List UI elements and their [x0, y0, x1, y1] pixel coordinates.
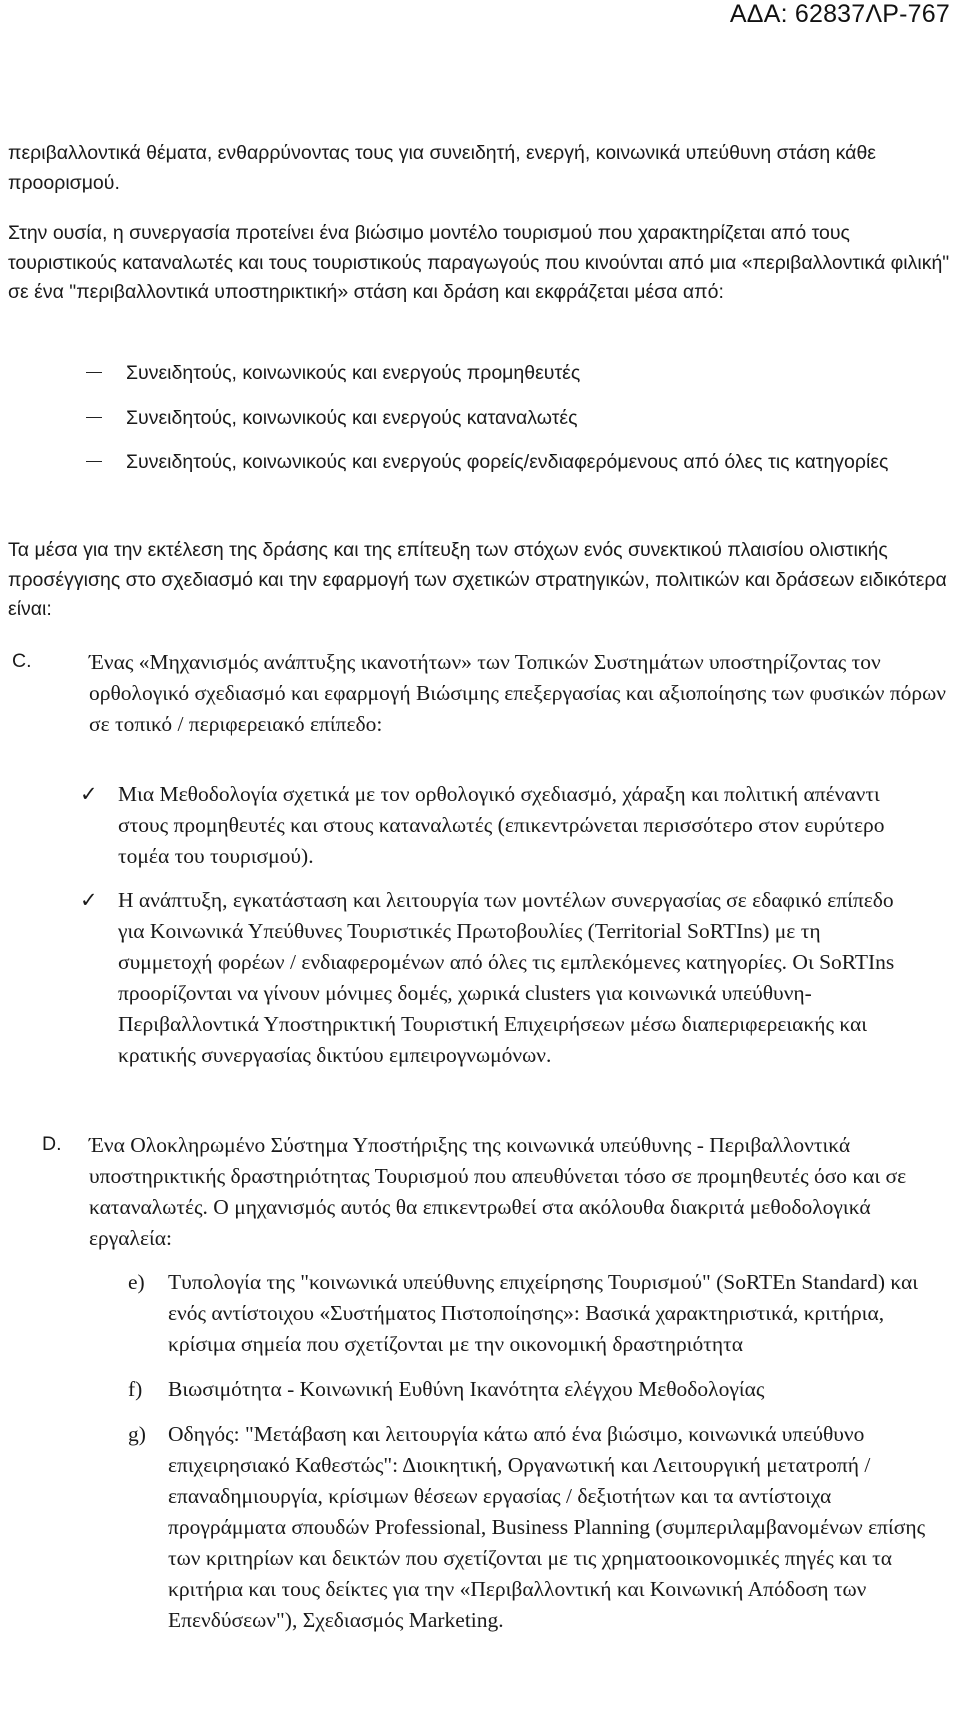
check-list: [0, 779, 960, 1084]
list-item-text: Συνειδητούς, κοινωνικούς και ενεργούς καταναλωτές: [126, 406, 578, 429]
list-item-text: Συνειδητούς, κοινωνικούς και ενεργούς φορείς/ενδιαφερόμενους από όλες τις κατηγορίες: [126, 451, 889, 473]
list-item-text: Συνειδητούς, κοινωνικούς και ενεργούς προμηθευτές: [126, 362, 581, 384]
list-item: [0, 404, 946, 434]
checkmark-icon: ✓: [80, 888, 98, 912]
list-item-text: Μια Μεθοδολογία σχετικά με τον ορθολογικό σχεδιασμό, χάραξη και πολιτική απέναντι στους προμηθευτές και στους καταναλωτές (επικεντρώνεται περισσότερο στον ευρύτερο τομέα του τουρισμού).: [118, 782, 885, 868]
paragraph-sustainable-model: Στην ουσία, η συνεργασία προτείνει ένα βιώσιμο μοντέλο τουρισμού που χαρακτηρίζεται από τους τουριστικούς καταναλωτές και τους τουριστικούς παραγωγούς που κινούνται από μια «περιβαλλοντικά φιλική" σε ένα "περιβαλλοντικά υποστηρικτική» στάση και δράση και εκφράζεται μέσα από:: [8, 222, 950, 303]
dash-bullet-icon: [86, 461, 102, 462]
list-item-text: Η ανάπτυξη, εγκατάσταση και λειτουργία των μοντέλων συνεργασίας σε εδαφικό επίπεδο για Κοινωνικά Υπεύθυνες Τουριστικές Πρωτοβουλίες (Territorial SoRTIns) με τη συμμετοχή φορέων / ενδιαφερομένων από όλες τις εμπλεκόμενες κατηγορίες. Οι SoRTIns προορίζονται να γίνουν μόνιμες δομές, χωρικά clusters για κοινωνικά υπεύθυνη-Περιβαλλοντικά Υποστηρικτική Τουριστική Επιχειρήσεων μέσω διαπεριφερειακής και κρατικής συνεργασίας δικτύου εμπειρογνωμόνων.: [118, 888, 895, 1067]
paragraph-means: Τα μέσα για την εκτέλεση της δράσης και της επίτευξη των στόχων ενός συνεκτικού πλαισίου ολιστικής προσέγγισης στο σχεδιασμό και την εφαρμογή των σχετικών στρατηγικών, πολιτικών και δράσεων ειδικότερα είναι:: [8, 539, 947, 620]
ada-header: ΑΔΑ: 62837ΛΡ-767: [729, 0, 950, 28]
list-item-text: Τυπολογία της "κοινωνικά υπεύθυνης επιχείρησης Τουρισμού" (SoRTEn Standard) και ενός αντίστοιχου «Συστήματος Πιστοποίησης»: Βασικά χαρακτηριστικά, κριτήρια, κρίσιμα σημεία που σχετίζονται με την οικονομική δραστηριότητα: [168, 1270, 919, 1356]
list-item: [0, 779, 908, 872]
list-item: [0, 359, 946, 389]
tools-list: [0, 1267, 960, 1650]
checkmark-icon: ✓: [80, 782, 98, 806]
list-item: [0, 1267, 948, 1360]
list-item: [0, 1374, 948, 1405]
section-d: [8, 1130, 958, 1254]
section-c-text: Ένας «Μηχανισμός ανάπτυξης ικανοτήτων» των Τοπικών Συστημάτων υποστηρίζοντας τον ορθολογικό σχεδιασμό και εφαρμογή Βιώσιμης επεξεργασίας και αξιοποίησης των φυσικών πόρων σε τοπικό / περιφερειακό επίπεδο:: [89, 650, 947, 736]
list-item-marker: e): [128, 1270, 145, 1294]
section-c: [8, 647, 958, 740]
dash-list: [0, 359, 960, 493]
list-item-marker: f): [128, 1377, 143, 1401]
list-item: [0, 1419, 948, 1636]
section-d-text: Ένα Ολοκληρωμένο Σύστημα Υποστήριξης της κοινωνικά υπεύθυνης - Περιβαλλοντικά υποστηρικτικής δραστηριότητας Τουρισμού που απευθύνεται τόσο σε προμηθευτές όσο και σε καταναλωτές. Ο μηχανισμός αυτός θα επικεντρωθεί στα ακόλουθα διακριτά μεθοδολογικά εργαλεία:: [89, 1133, 907, 1250]
list-item: [0, 885, 908, 1071]
intro-paragraph: περιβαλλοντικά θέματα, ενθαρρύνοντας τους για συνειδητή, ενεργή, κοινωνικά υπεύθυνη στάση κάθε προορισμού.: [8, 142, 876, 194]
section-c-heading: [8, 647, 949, 740]
dash-bullet-icon: [86, 372, 102, 373]
list-item-marker: g): [128, 1422, 146, 1446]
section-d-heading: [8, 1130, 949, 1254]
list-item: [0, 448, 946, 478]
section-c-letter: C.: [12, 650, 32, 672]
dash-bullet-icon: [86, 417, 102, 418]
section-d-letter: D.: [42, 1133, 62, 1155]
list-item-text: Βιωσιμότητα - Κοινωνική Ευθύνη Ικανότητα ελέγχου Μεθοδολογίας: [168, 1377, 765, 1401]
list-item-text: Οδηγός: "Μετάβαση και λειτουργία κάτω από ένα βιώσιμο, κοινωνικά υπεύθυνο επιχειρησιακό Καθεστώς": Διοικητική, Οργανωτική και Λειτουργική μετατροπή / επαναδημιουργία, κρίσιμων θέσεων εργασίας / δεξιοτήτων και τα αντίστοιχα προγράμματα σπουδών Professional, Business Planning (συμπεριλαμβανομένων επίσης των κριτηρίων και δεικτών που σχετίζονται με τις χρηματοοικονομικές πηγές και τα κριτήρια και τους δείκτες για την «Περιβαλλοντική και Κοινωνική Απόδοση των Επενδύσεων"), Σχεδιασμός Marketing.: [168, 1422, 926, 1632]
